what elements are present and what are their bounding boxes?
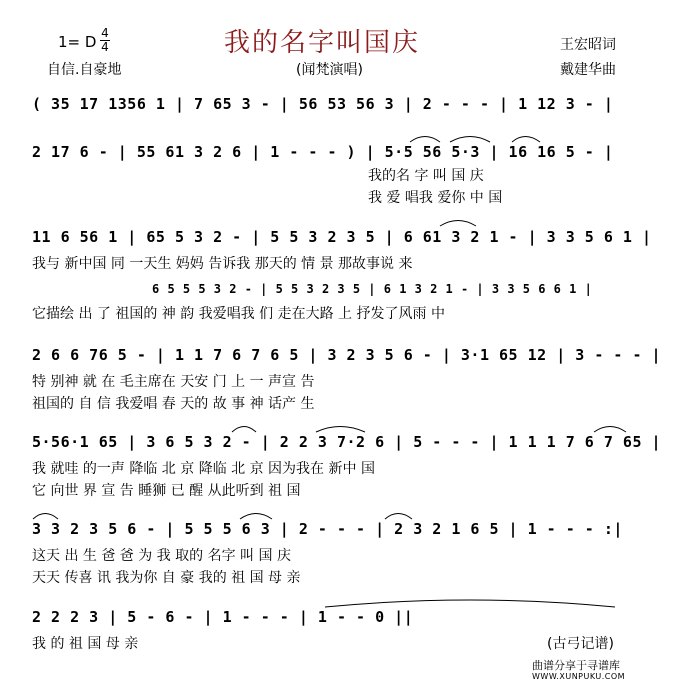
transcriber-credit: (古弓记谱) [547, 636, 614, 652]
slur [240, 514, 272, 520]
slur [316, 427, 365, 433]
lyric-row-5-verse-1: 我 就哇 的一声 降临 北 京 降临 北 京 因为我在 新中 国 [32, 461, 375, 477]
footer-watermark: 曲谱分享于寻谱库 [532, 659, 620, 672]
slur [440, 221, 476, 227]
song-title: 我的名字叫国庆 [224, 28, 421, 58]
lyric-row-3-verse-2: 它描绘 出 了 祖国的 神 韵 我爱唱我 们 走在大路 上 抒发了风雨 中 [32, 306, 445, 322]
score-row-4: 2 6 6 76 5 - | 1 1 7 6 7 6 5 | 3 2 3 5 6 - | 3·1 65 12 | 3 - - - | [32, 346, 662, 364]
composer-credit: 戴建华曲 [560, 62, 616, 78]
score-row-6: 3 3 2 3 5 6 - | 5 5 5 6 3 | 2 - - - | 2 3 2 1 6 5 | 1 - - - :| [32, 520, 623, 538]
score-row-2: 2 17 6 - | 55 61 3 2 6 | 1 - - - ) | 5·5 56 5·3 | 16 16 5 - | [32, 143, 614, 161]
score-row-5: 5·56·1 65 | 3 6 5 3 2 - | 2 2 3 7·2 6 | 5 - - - | 1 1 1 7 6 7 65 | [32, 433, 662, 451]
score-row-7: 2 2 2 3 | 5 - 6 - | 1 - - - | 1 - - 0 || [32, 608, 414, 626]
score-row-3-alt: 6 5 5 5 3 2 - | 5 5 3 2 3 5 | 6 1 3 2 1 - | 3 3 5 6 6 1 | [152, 282, 593, 296]
lyric-row-4-verse-1: 特 别神 就 在 毛主席在 天安 门 上 一 声宣 告 [32, 374, 315, 390]
lyric-row-6-verse-1: 这天 出 生 爸 爸 为 我 取的 名字 叫 国 庆 [32, 548, 291, 564]
slur [450, 137, 490, 143]
slur [385, 514, 412, 520]
lyric-row-2-verse-2: 我 爱 唱我 爱你 中 国 [368, 190, 503, 206]
lyricist-credit: 王宏昭词 [560, 37, 616, 53]
time-signature-bottom: 4 [101, 40, 109, 54]
lyric-row-4-verse-2: 祖国的 自 信 我爱唱 春 天的 故 事 神 话产 生 [32, 396, 315, 412]
lyric-row-5-verse-2: 它 向世 界 宣 告 睡狮 已 醒 从此听到 祖 国 [32, 483, 301, 499]
mood-marking: 自信.自豪地 [47, 62, 122, 78]
slur [232, 427, 256, 433]
slur [33, 514, 58, 520]
slur [410, 137, 440, 143]
slur [594, 427, 626, 433]
performer-credit: (闻梵演唱) [296, 62, 363, 78]
slur [512, 137, 540, 143]
lyric-row-6-verse-2: 天天 传喜 讯 我为你 自 豪 我的 祖 国 母 亲 [32, 570, 301, 586]
footer-url: WWW.XUNPUKU.COM [532, 672, 626, 681]
lyric-row-7-verse-1: 我 的 祖 国 母 亲 [32, 636, 139, 652]
tie [325, 600, 615, 607]
lyric-row-2-verse-1: 我的名 字 叫 国 庆 [368, 168, 484, 184]
score-row-1: ( 35 17 1356 1 | 7 65 3 - | 56 53 56 3 | 2 - - - | 1 12 3 - | [32, 95, 614, 113]
key-signature: 1= D [58, 33, 97, 51]
score-row-3: 11 6 56 1 | 65 5 3 2 - | 5 5 3 2 3 5 | 6 61 3 2 1 - | 3 3 5 6 1 | [32, 228, 652, 246]
lyric-row-3-verse-1: 我与 新中国 同 一天生 妈妈 告诉我 那天的 情 景 那故事说 来 [32, 256, 413, 272]
time-signature-top: 4 [101, 26, 109, 40]
